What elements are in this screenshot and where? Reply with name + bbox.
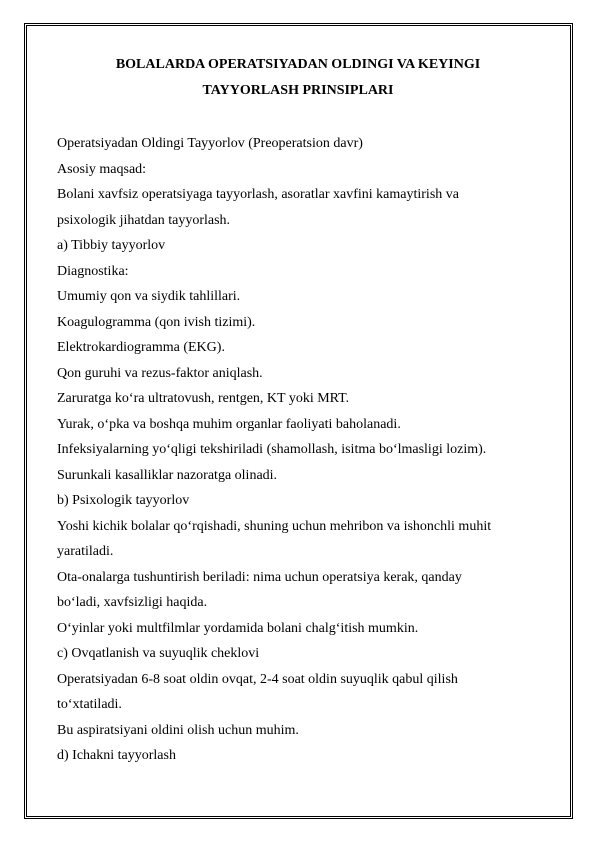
text-line: Elektrokardiogramma (EKG). <box>57 340 225 355</box>
text-line: psixologik jihatdan tayyorlash. <box>57 212 231 228</box>
text-line: Asosiy maqsad: <box>57 161 147 177</box>
title-line-2: TAYYORLASH PRINSIPLARI <box>202 83 394 98</box>
subsection-heading-a: a) Tibbiy tayyorlov <box>57 238 166 253</box>
title-line-1: BOLALARDA OPERATSIYADAN OLDINGI VA KEYINGI <box>115 57 481 72</box>
text-line: bo‘ladi, xavfsizligi haqida. <box>57 595 208 610</box>
text-line: O‘yinlar yoki multfilmlar yordamida bolani chalg‘itish mumkin. <box>57 620 419 636</box>
document-body <box>57 131 547 769</box>
text-line: Diagnostika: <box>57 263 129 279</box>
subsection-heading-b: b) Psixologik tayyorlov <box>57 493 190 508</box>
text-line: Operatsiyadan 6-8 soat oldin ovqat, 2-4 soat oldin suyuqlik qabul qilish <box>57 671 458 687</box>
text-line: Yurak, o‘pka va boshqa muhim organlar faoliyati baholanadi. <box>57 416 401 432</box>
text-line: Zaruratga ko‘ra ultratovush, rentgen, KT yoki MRT. <box>57 391 350 406</box>
text-line: Koagulogramma (qon ivish tizimi). <box>57 314 256 330</box>
text-line: Umumiy qon va siydik tahlillari. <box>57 289 241 304</box>
subsection-heading-d: d) Ichakni tayyorlash <box>57 748 176 763</box>
text-line: Yoshi kichik bolalar qo‘rqishadi, shuning uchun mehribon va ishonchli muhit <box>57 518 492 534</box>
document-title <box>0 52 596 104</box>
text-line: Bu aspiratsiyani oldini olish uchun muhim. <box>57 722 299 738</box>
subsection-heading-c: c) Ovqatlanish va suyuqlik cheklovi <box>57 646 260 661</box>
text-line: Bolani xavfsiz operatsiyaga tayyorlash, asoratlar xavfini kamaytirish va <box>57 187 459 202</box>
text-line: Infeksiyalarning yo‘qligi tekshiriladi (shamollash, isitma bo‘lmasligi lozim). <box>57 442 487 457</box>
text-line: Surunkali kasalliklar nazoratga olinadi. <box>57 467 278 483</box>
text-line: yaratiladi. <box>57 544 114 559</box>
text-line: Ota-onalarga tushuntirish beriladi: nima uchun operatsiya kerak, qanday <box>57 569 462 585</box>
text-line: Qon guruhi va rezus-faktor aniqlash. <box>57 365 263 381</box>
section-heading-preoperative: Operatsiyadan Oldingi Tayyorlov (Preoperatsion davr) <box>57 136 363 151</box>
text-line: to‘xtatiladi. <box>57 697 122 712</box>
